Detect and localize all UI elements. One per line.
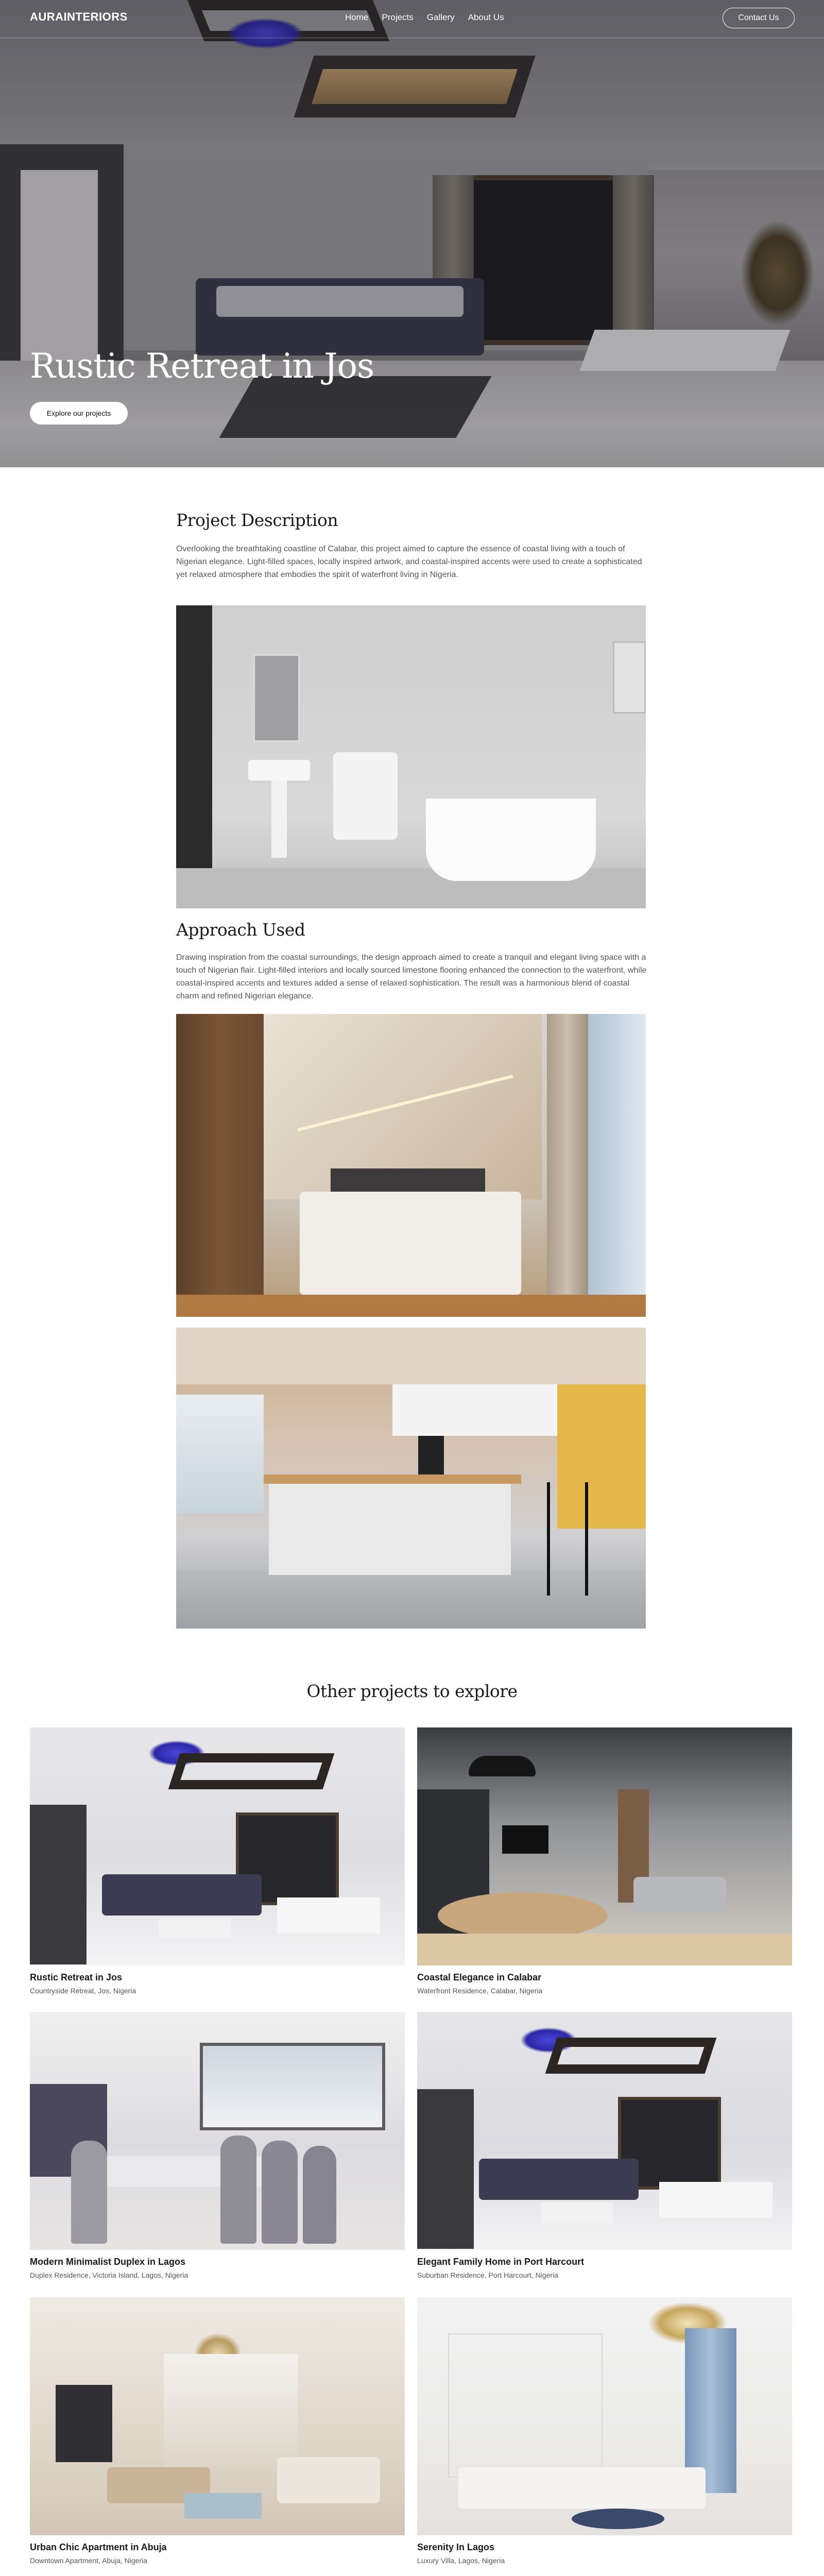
project-card-rustic-retreat[interactable] (30, 1727, 405, 1995)
bathroom-image (176, 605, 646, 908)
project-subtitle: Waterfront Residence, Calabar, Nigeria (417, 1987, 543, 1995)
nav-link-about-us[interactable]: About Us (468, 12, 504, 22)
bedroom-curtain (547, 1014, 588, 1317)
project-card-elegant-family-home[interactable] (417, 2012, 792, 2279)
project-title[interactable]: Modern Minimalist Duplex in Lagos (30, 2257, 186, 2267)
bathroom-shelving (176, 605, 212, 908)
floor (417, 1934, 792, 1965)
window (200, 2043, 385, 2130)
dining-chair (303, 2146, 336, 2244)
ceiling-frame (168, 1753, 335, 1789)
project-subtitle: Luxury Villa, Lagos, Nigeria (417, 2556, 505, 2565)
wall-panel (448, 2333, 603, 2478)
kitchen-bar-stool (547, 1482, 588, 1596)
bedroom-wood-wall (176, 1014, 264, 1317)
window-curtains (164, 2354, 298, 2472)
project-image[interactable] (30, 2297, 405, 2535)
bedroom-window (583, 1014, 646, 1317)
sofa (633, 1877, 726, 1913)
brand-logo[interactable]: AURAINTERIORS (30, 10, 128, 23)
project-subtitle: Countryside Retreat, Jos, Nigeria (30, 1987, 136, 1995)
contact-us-button[interactable]: Contact Us (723, 8, 795, 28)
bathroom-toilet (333, 752, 398, 840)
nav-link-gallery[interactable]: Gallery (426, 12, 455, 22)
coffee-table (541, 2202, 613, 2223)
dining-chair (220, 2136, 256, 2244)
dining-chair (71, 2141, 107, 2244)
project-title[interactable]: Serenity In Lagos (417, 2542, 495, 2552)
sofa (479, 2159, 639, 2200)
kitchen-cabinets (392, 1384, 557, 1436)
approach-heading: Approach Used (176, 920, 305, 940)
doorway (417, 2089, 474, 2249)
project-image[interactable] (30, 1727, 405, 1965)
armchair (277, 2457, 380, 2503)
kitchen-island (269, 1480, 511, 1575)
sofa (102, 1874, 262, 1916)
dining-set (277, 1897, 380, 1934)
project-subtitle: Downtown Apartment, Abuja, Nigeria (30, 2556, 148, 2565)
dining-chair (262, 2141, 298, 2244)
bathroom-tub (426, 799, 596, 881)
hero-section (0, 0, 824, 467)
nav-link-home[interactable]: Home (345, 12, 369, 22)
kitchen-window (176, 1395, 264, 1513)
approach-text: Drawing inspiration from the coastal surroundings, the design approach aimed to create a tranquil and elegant living space with a touch of Nigerian flair. Light-filled interiors and locally sourced limestone flooring enhanced the connection to the waterfront, while coastal-inspired accents and textures added a sense of relaxed sophistication. The result was a harmonious blend of coastal charm and refined Nigerian elegance. (176, 953, 647, 1001)
project-image[interactable] (417, 2012, 792, 2250)
dining-set (659, 2182, 772, 2218)
explore-projects-button[interactable]: Explore our projects (30, 402, 128, 425)
project-card-coastal-elegance[interactable] (417, 1727, 792, 1995)
project-description-heading: Project Description (176, 510, 338, 530)
project-subtitle: Suburban Residence, Port Harcourt, Nigeria (417, 2271, 558, 2279)
project-card-urban-chic-apartment[interactable] (30, 2297, 405, 2565)
pendant-light (469, 1756, 536, 1776)
project-title[interactable]: Elegant Family Home in Port Harcourt (417, 2257, 585, 2267)
project-card-modern-minimalist-duplex[interactable] (30, 2012, 405, 2279)
bedroom-bed (300, 1192, 521, 1295)
project-subtitle: Duplex Residence, Victoria Island, Lagos, Nigeria (30, 2271, 188, 2279)
tv (502, 1825, 548, 1854)
tv (56, 2385, 112, 2462)
bathroom-niche (613, 641, 646, 714)
dining-table (102, 2156, 287, 2187)
sofa (458, 2467, 706, 2509)
nav-links (345, 12, 504, 23)
dining-table (438, 1892, 608, 1939)
bedroom-image (176, 1014, 646, 1317)
other-projects-heading: Other projects to explore (306, 1681, 518, 1701)
doorway (30, 1805, 87, 1964)
project-image[interactable] (417, 2297, 792, 2535)
bathroom-sink-pedestal (271, 781, 287, 858)
project-title[interactable]: Urban Chic Apartment in Abuja (30, 2542, 167, 2552)
project-title[interactable]: Coastal Elegance in Calabar (417, 1972, 542, 1982)
hero-title: Rustic Retreat in Jos (30, 346, 374, 386)
bathroom-mirror (253, 654, 300, 742)
project-card-serenity-in-lagos[interactable] (417, 2297, 792, 2565)
rug (572, 2509, 664, 2529)
kitchen-image (176, 1328, 646, 1629)
coffee-table (159, 1918, 231, 1939)
project-description-text: Overlooking the breathtaking coastline of Calabar, this project aimed to capture the essence of coastal living with a touch of Nigerian elegance. Light-filled spaces, locally inspired artwork, and coastal-inspired accents were used to create a sophisticated yet relaxed atmosphere that embodies the spirit of waterfront living in Nigeria. (176, 545, 642, 579)
bedroom-floor (176, 1295, 646, 1317)
project-image[interactable] (417, 1727, 792, 1965)
coffee-table (184, 2493, 262, 2519)
project-title[interactable]: Rustic Retreat in Jos (30, 1972, 123, 1982)
nav-link-projects[interactable]: Projects (382, 12, 414, 22)
bathroom-sink (248, 760, 310, 781)
ceiling-frame (545, 2038, 717, 2074)
kitchen-island-top (264, 1475, 521, 1484)
top-navigation (0, 0, 824, 38)
project-image[interactable] (30, 2012, 405, 2250)
hero-overlay (0, 0, 824, 467)
kitchen-ceiling (176, 1328, 646, 1384)
